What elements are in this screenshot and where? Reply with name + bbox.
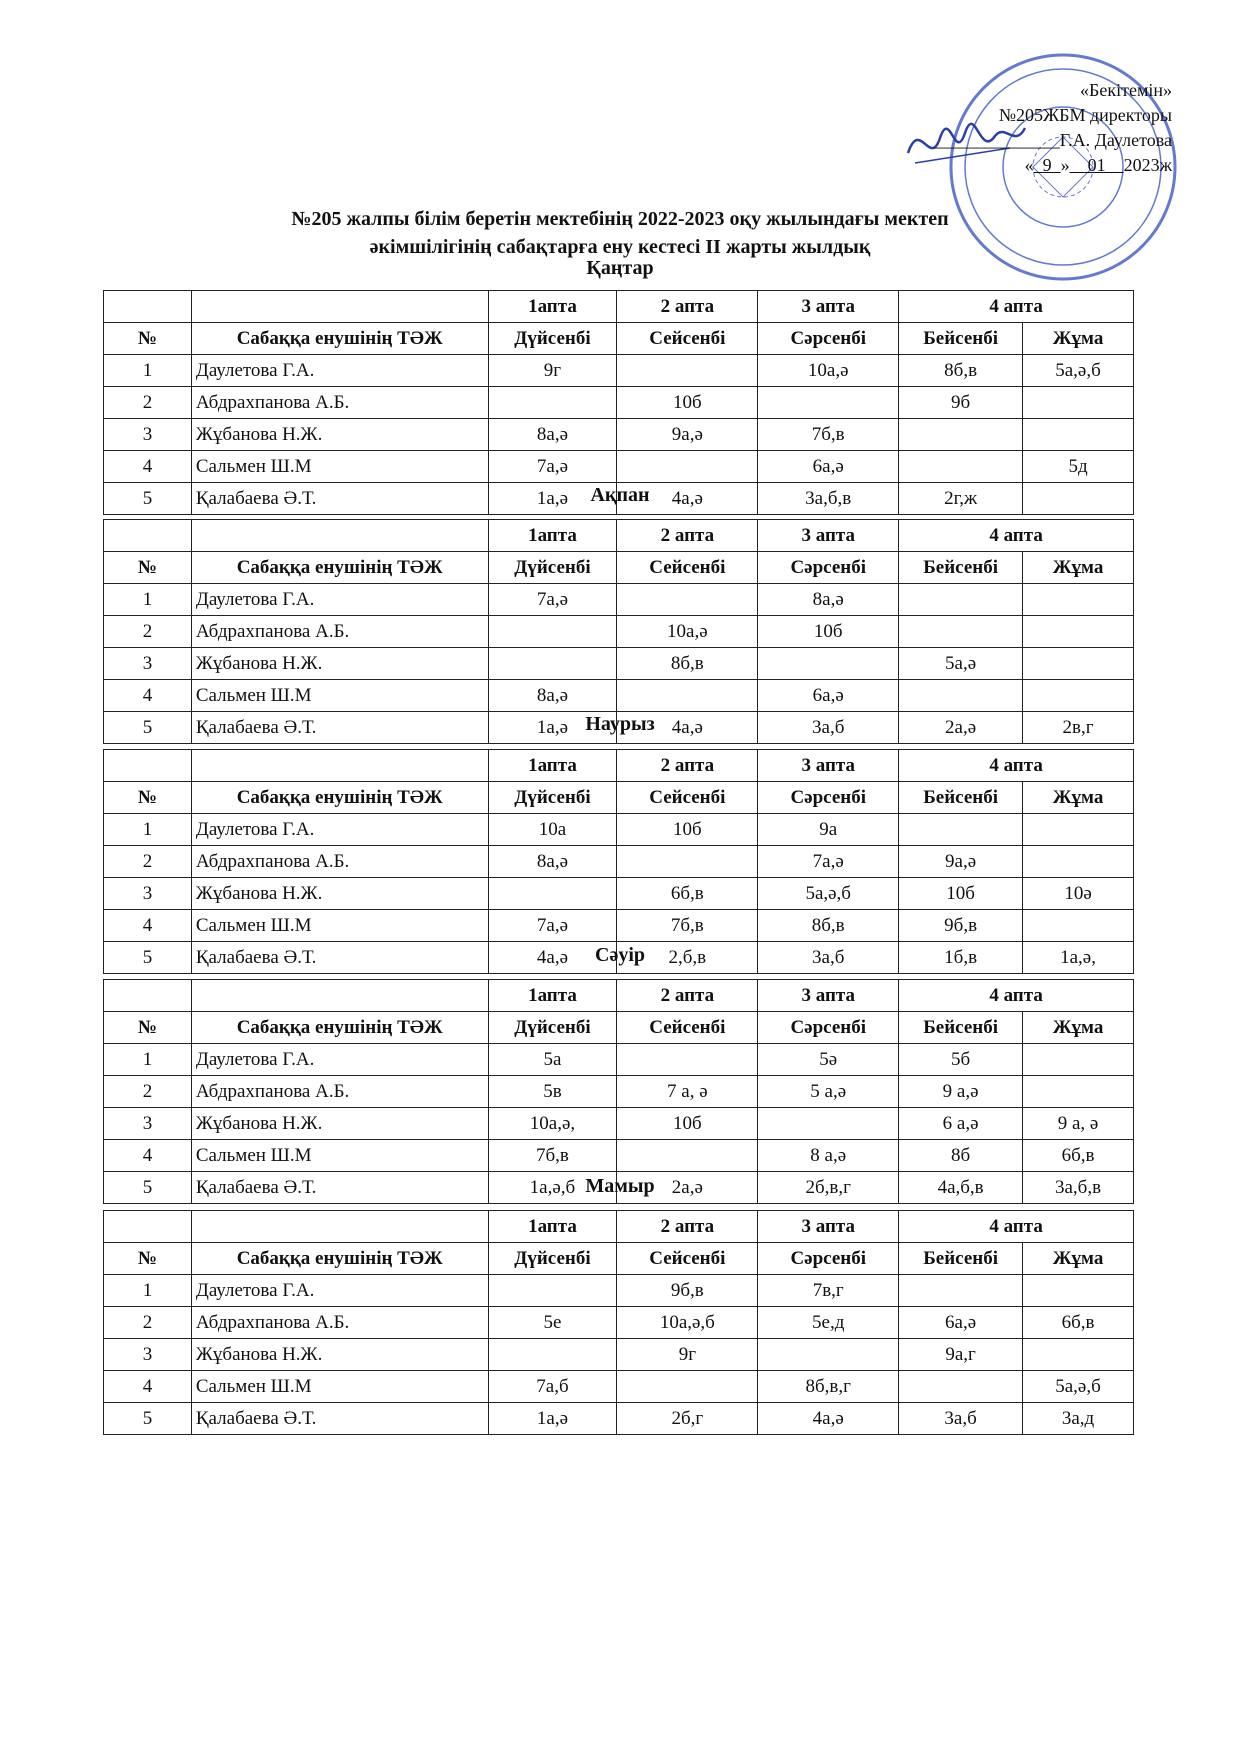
day-header-cell: Дүйсенбі (488, 323, 617, 355)
class-cell (758, 648, 899, 680)
class-cell (488, 387, 617, 419)
week-header-cell: 2 апта (617, 980, 758, 1012)
class-cell: 10а,ә (758, 355, 899, 387)
number-header: № (104, 782, 192, 814)
week-header-cell: 3 апта (758, 1211, 899, 1243)
class-cell: 7а,б (488, 1371, 617, 1403)
class-cell: 9а (758, 814, 899, 846)
blank-cell (191, 1211, 488, 1243)
class-cell: 7б,в (488, 1140, 617, 1172)
class-cell: 8б,в,г (758, 1371, 899, 1403)
table-row (104, 1044, 1134, 1076)
row-number: 5 (104, 942, 192, 974)
week-header-cell: 4 апта (899, 750, 1134, 782)
name-header: Сабаққа енушінің ТӘЖ (191, 1012, 488, 1044)
class-cell: 5ә (758, 1044, 899, 1076)
class-cell (1023, 910, 1134, 942)
class-cell: 4а,ә (617, 483, 758, 515)
class-cell (1023, 1076, 1134, 1108)
row-number: 1 (104, 584, 192, 616)
class-cell: 7 а, ә (617, 1076, 758, 1108)
day-header-cell: Жұма (1023, 323, 1134, 355)
class-cell: 6б,в (1023, 1307, 1134, 1339)
class-cell: 9г (488, 355, 617, 387)
class-cell: 9б,в (617, 1275, 758, 1307)
class-cell: 7а,ә (488, 451, 617, 483)
class-cell (617, 451, 758, 483)
class-cell: 2г,ж (899, 483, 1023, 515)
row-number: 4 (104, 1371, 192, 1403)
class-cell: 8а,ә (488, 419, 617, 451)
row-number: 2 (104, 846, 192, 878)
week-header-row (104, 1211, 1134, 1243)
teacher-name: Абдрахпанова А.Б. (191, 1076, 488, 1108)
day-header-cell: Жұма (1023, 782, 1134, 814)
month-title: Мамыр (585, 1175, 655, 1197)
class-cell: 9а,г (899, 1339, 1023, 1371)
schedule-table (103, 290, 1134, 515)
class-cell: 2а,ә (617, 1172, 758, 1204)
day-header-cell: Сәрсенбі (758, 1243, 899, 1275)
class-cell: 4а,ә (617, 712, 758, 744)
day-header-row (104, 782, 1134, 814)
class-cell (758, 387, 899, 419)
class-cell: 5б (899, 1044, 1023, 1076)
week-header-cell: 2 апта (617, 750, 758, 782)
class-cell (1023, 387, 1134, 419)
day-header-cell: Сәрсенбі (758, 782, 899, 814)
teacher-name: Абдрахпанова А.Б. (191, 616, 488, 648)
month-title: Ақпан (590, 484, 650, 506)
class-cell: 8б,в (899, 355, 1023, 387)
teacher-name: Абдрахпанова А.Б. (191, 846, 488, 878)
class-cell (1023, 1275, 1134, 1307)
day-header-cell: Бейсенбі (899, 323, 1023, 355)
table-row (104, 1076, 1134, 1108)
row-number: 2 (104, 1076, 192, 1108)
teacher-name: Қалабаева Ә.Т. (191, 942, 488, 974)
class-cell (1023, 814, 1134, 846)
class-cell (488, 648, 617, 680)
teacher-name: Даулетова Г.А. (191, 1044, 488, 1076)
class-cell (617, 1140, 758, 1172)
class-cell: 5е,д (758, 1307, 899, 1339)
class-cell: 9а,ә (617, 419, 758, 451)
class-cell (1023, 648, 1134, 680)
class-cell (899, 584, 1023, 616)
blank-cell (191, 291, 488, 323)
class-cell: 5а,ә,б (1023, 355, 1134, 387)
table-row (104, 355, 1134, 387)
class-cell: 6а,ә (899, 1307, 1023, 1339)
class-cell: 1а,ә (488, 483, 617, 515)
row-number: 3 (104, 1339, 192, 1371)
day-header-cell: Жұма (1023, 552, 1134, 584)
week-header-cell: 2 апта (617, 520, 758, 552)
name-header: Сабаққа енушінің ТӘЖ (191, 1243, 488, 1275)
class-cell (488, 1275, 617, 1307)
teacher-name: Даулетова Г.А. (191, 814, 488, 846)
week-header-cell: 3 апта (758, 980, 899, 1012)
schedule-table (103, 979, 1134, 1204)
class-cell: 4а,б,в (899, 1172, 1023, 1204)
class-cell: 2,б,в (617, 942, 758, 974)
class-cell (899, 1371, 1023, 1403)
blank-cell (104, 1211, 192, 1243)
class-cell: 3а,б (899, 1403, 1023, 1435)
blank-cell (104, 750, 192, 782)
class-cell (1023, 846, 1134, 878)
day-header-cell: Жұма (1023, 1012, 1134, 1044)
class-cell (488, 616, 617, 648)
class-cell: 5е (488, 1307, 617, 1339)
week-header-cell: 4 апта (899, 1211, 1134, 1243)
day-header-cell: Сейсенбі (617, 323, 758, 355)
row-number: 5 (104, 1172, 192, 1204)
teacher-name: Жұбанова Н.Ж. (191, 648, 488, 680)
class-cell: 3а,б (758, 942, 899, 974)
class-cell: 7б,в (617, 910, 758, 942)
schedule-table (103, 1210, 1134, 1435)
day-header-cell: Дүйсенбі (488, 1243, 617, 1275)
teacher-name: Жұбанова Н.Ж. (191, 1108, 488, 1140)
table-row (104, 878, 1134, 910)
class-cell (758, 1108, 899, 1140)
week-header-cell: 4 апта (899, 520, 1134, 552)
table-row (104, 1371, 1134, 1403)
table-row (104, 1339, 1134, 1371)
number-header: № (104, 1243, 192, 1275)
class-cell: 9 а, ә (1023, 1108, 1134, 1140)
class-cell: 9г (617, 1339, 758, 1371)
document-title (0, 205, 1240, 261)
class-cell: 2а,ә (899, 712, 1023, 744)
class-cell: 4а,ә (758, 1403, 899, 1435)
teacher-name: Жұбанова Н.Ж. (191, 1339, 488, 1371)
class-cell: 9б,в (899, 910, 1023, 942)
row-number: 1 (104, 355, 192, 387)
teacher-name: Даулетова Г.А. (191, 584, 488, 616)
week-header-row (104, 750, 1134, 782)
week-header-cell: 1апта (488, 980, 617, 1012)
class-cell: 7а,ә (488, 584, 617, 616)
class-cell: 9б (899, 387, 1023, 419)
blank-cell (104, 291, 192, 323)
number-header: № (104, 552, 192, 584)
teacher-name: Жұбанова Н.Ж. (191, 419, 488, 451)
row-number: 5 (104, 712, 192, 744)
blank-cell (191, 750, 488, 782)
day-header-cell: Сәрсенбі (758, 1012, 899, 1044)
class-cell: 1б,в (899, 942, 1023, 974)
teacher-name: Қалабаева Ә.Т. (191, 1172, 488, 1204)
class-cell: 10б (758, 616, 899, 648)
row-number: 3 (104, 878, 192, 910)
day-header-cell: Бейсенбі (899, 1243, 1023, 1275)
teacher-name: Сальмен Ш.М (191, 1140, 488, 1172)
class-cell: 1а,ә,б (488, 1172, 617, 1204)
class-cell (1023, 1044, 1134, 1076)
row-number: 4 (104, 1140, 192, 1172)
class-cell: 2в,г (1023, 712, 1134, 744)
teacher-name: Абдрахпанова А.Б. (191, 387, 488, 419)
row-number: 3 (104, 1108, 192, 1140)
table-row (104, 1275, 1134, 1307)
class-cell: 6б,в (617, 878, 758, 910)
class-cell: 3а,д (1023, 1403, 1134, 1435)
name-header: Сабаққа енушінің ТӘЖ (191, 323, 488, 355)
day-header-cell: Дүйсенбі (488, 552, 617, 584)
teacher-name: Қалабаева Ә.Т. (191, 712, 488, 744)
teacher-name: Сальмен Ш.М (191, 451, 488, 483)
week-header-cell: 2 апта (617, 291, 758, 323)
class-cell: 6а,ә (758, 451, 899, 483)
class-cell (617, 1044, 758, 1076)
class-cell (1023, 1339, 1134, 1371)
class-cell (1023, 680, 1134, 712)
class-cell: 8б,в (758, 910, 899, 942)
class-cell (1023, 616, 1134, 648)
class-cell (1023, 584, 1134, 616)
class-cell: 10ә (1023, 878, 1134, 910)
class-cell: 5в (488, 1076, 617, 1108)
number-header: № (104, 1012, 192, 1044)
class-cell: 4а,ә (488, 942, 617, 974)
class-cell: 8а,ә (488, 680, 617, 712)
class-cell: 9а,ә (899, 846, 1023, 878)
class-cell: 5а,ә (899, 648, 1023, 680)
teacher-name: Даулетова Г.А. (191, 1275, 488, 1307)
class-cell: 8б (899, 1140, 1023, 1172)
class-cell: 5а,ә,б (758, 878, 899, 910)
day-header-cell: Сейсенбі (617, 1243, 758, 1275)
approval-director: ______________Г.А. Даулетова (933, 130, 1172, 150)
class-cell: 2б,г (617, 1403, 758, 1435)
row-number: 5 (104, 1403, 192, 1435)
day-header-cell: Сейсенбі (617, 552, 758, 584)
table-row (104, 814, 1134, 846)
week-header-cell: 1апта (488, 520, 617, 552)
day-header-cell: Бейсенбі (899, 552, 1023, 584)
name-header: Сабаққа енушінің ТӘЖ (191, 782, 488, 814)
blank-cell (191, 980, 488, 1012)
week-header-cell: 4 апта (899, 980, 1134, 1012)
week-header-cell: 4 апта (899, 291, 1134, 323)
class-cell: 7а,ә (758, 846, 899, 878)
teacher-name: Даулетова Г.А. (191, 355, 488, 387)
day-header-cell: Сейсенбі (617, 782, 758, 814)
week-header-cell: 1апта (488, 1211, 617, 1243)
row-number: 3 (104, 648, 192, 680)
row-number: 3 (104, 419, 192, 451)
class-cell: 1а,ә (488, 1403, 617, 1435)
class-cell: 5а (488, 1044, 617, 1076)
class-cell: 5а,ә,б (1023, 1371, 1134, 1403)
class-cell (899, 1275, 1023, 1307)
table-row (104, 1307, 1134, 1339)
blank-cell (104, 520, 192, 552)
day-header-row (104, 323, 1134, 355)
blank-cell (104, 980, 192, 1012)
class-cell: 10а,ә, (488, 1108, 617, 1140)
class-cell (899, 419, 1023, 451)
teacher-name: Сальмен Ш.М (191, 680, 488, 712)
schedule-table (103, 519, 1134, 744)
day-header-row (104, 1012, 1134, 1044)
class-cell (899, 680, 1023, 712)
table-row (104, 584, 1134, 616)
class-cell (488, 878, 617, 910)
class-cell: 2б,в,г (758, 1172, 899, 1204)
table-row (104, 910, 1134, 942)
class-cell: 8а,ә (488, 846, 617, 878)
class-cell: 9 а,ә (899, 1076, 1023, 1108)
week-header-row (104, 291, 1134, 323)
title-line-2: әкімшілігінің сабақтарға ену кестесі ІІ жарты жылдық (369, 236, 871, 258)
class-cell (1023, 419, 1134, 451)
class-cell: 7б,в (758, 419, 899, 451)
schedule-table (103, 749, 1134, 974)
day-header-row (104, 1243, 1134, 1275)
week-header-cell: 2 апта (617, 1211, 758, 1243)
week-header-cell: 1апта (488, 291, 617, 323)
table-row (104, 419, 1134, 451)
row-number: 4 (104, 451, 192, 483)
class-cell: 8а,ә (758, 584, 899, 616)
table-row (104, 1403, 1134, 1435)
title-line-1: №205 жалпы білім беретін мектебінің 2022-2023 оқу жылындағы мектеп (291, 208, 949, 230)
month-title: Қаңтар (586, 257, 654, 279)
class-cell: 10а (488, 814, 617, 846)
day-header-cell: Жұма (1023, 1243, 1134, 1275)
row-number: 2 (104, 1307, 192, 1339)
class-cell: 10б (899, 878, 1023, 910)
table-row (104, 387, 1134, 419)
day-header-cell: Бейсенбі (899, 782, 1023, 814)
day-header-cell: Дүйсенбі (488, 782, 617, 814)
number-header: № (104, 323, 192, 355)
class-cell: 10б (617, 387, 758, 419)
class-cell (617, 846, 758, 878)
row-number: 4 (104, 910, 192, 942)
class-cell: 10б (617, 1108, 758, 1140)
approval-position: №205ЖБМ директоры (998, 105, 1172, 125)
row-number: 2 (104, 387, 192, 419)
week-header-cell: 3 апта (758, 291, 899, 323)
table-row (104, 451, 1134, 483)
class-cell: 8б,в (617, 648, 758, 680)
class-cell (899, 814, 1023, 846)
day-header-cell: Сейсенбі (617, 1012, 758, 1044)
table-row (104, 648, 1134, 680)
row-number: 1 (104, 1044, 192, 1076)
table-row (104, 1108, 1134, 1140)
class-cell: 3а,б (758, 712, 899, 744)
approval-heading: «Бекітемін» (1080, 80, 1172, 100)
class-cell: 10а,ә,б (617, 1307, 758, 1339)
table-row (104, 846, 1134, 878)
table-row (104, 616, 1134, 648)
class-cell: 1а,ә, (1023, 942, 1134, 974)
class-cell: 6б,в (1023, 1140, 1134, 1172)
week-header-cell: 3 апта (758, 520, 899, 552)
teacher-name: Сальмен Ш.М (191, 1371, 488, 1403)
approval-date: « 9 » 01 2023ж (1024, 155, 1172, 175)
class-cell: 10б (617, 814, 758, 846)
class-cell: 7в,г (758, 1275, 899, 1307)
table-row (104, 680, 1134, 712)
class-cell (617, 680, 758, 712)
class-cell (617, 1371, 758, 1403)
class-cell (899, 451, 1023, 483)
teacher-name: Жұбанова Н.Ж. (191, 878, 488, 910)
class-cell: 10а,ә (617, 616, 758, 648)
class-cell (617, 355, 758, 387)
teacher-name: Сальмен Ш.М (191, 910, 488, 942)
blank-cell (191, 520, 488, 552)
teacher-name: Абдрахпанова А.Б. (191, 1307, 488, 1339)
day-header-row (104, 552, 1134, 584)
row-number: 1 (104, 814, 192, 846)
class-cell: 8 а,ә (758, 1140, 899, 1172)
class-cell (617, 584, 758, 616)
row-number: 1 (104, 1275, 192, 1307)
approval-director-name: Г.А. Даулетова (1059, 130, 1172, 150)
class-cell: 3а,б,в (1023, 1172, 1134, 1204)
day-header-cell: Сәрсенбі (758, 323, 899, 355)
month-title: Сәуір (595, 944, 645, 966)
class-cell (488, 1339, 617, 1371)
day-header-cell: Бейсенбі (899, 1012, 1023, 1044)
month-title: Наурыз (585, 713, 655, 735)
approval-block (934, 78, 1172, 178)
week-header-row (104, 980, 1134, 1012)
day-header-cell: Сәрсенбі (758, 552, 899, 584)
day-header-cell: Дүйсенбі (488, 1012, 617, 1044)
name-header: Сабаққа енушінің ТӘЖ (191, 552, 488, 584)
class-cell (758, 1339, 899, 1371)
class-cell: 6 а,ә (899, 1108, 1023, 1140)
row-number: 2 (104, 616, 192, 648)
class-cell: 5 а,ә (758, 1076, 899, 1108)
week-header-row (104, 520, 1134, 552)
class-cell: 1а,ә (488, 712, 617, 744)
week-header-cell: 1апта (488, 750, 617, 782)
class-cell: 3а,б,в (758, 483, 899, 515)
class-cell: 7а,ә (488, 910, 617, 942)
week-header-cell: 3 апта (758, 750, 899, 782)
row-number: 5 (104, 483, 192, 515)
class-cell (899, 616, 1023, 648)
row-number: 4 (104, 680, 192, 712)
class-cell: 6а,ә (758, 680, 899, 712)
table-row (104, 1140, 1134, 1172)
teacher-name: Қалабаева Ә.Т. (191, 1403, 488, 1435)
teacher-name: Қалабаева Ә.Т. (191, 483, 488, 515)
class-cell: 5д (1023, 451, 1134, 483)
